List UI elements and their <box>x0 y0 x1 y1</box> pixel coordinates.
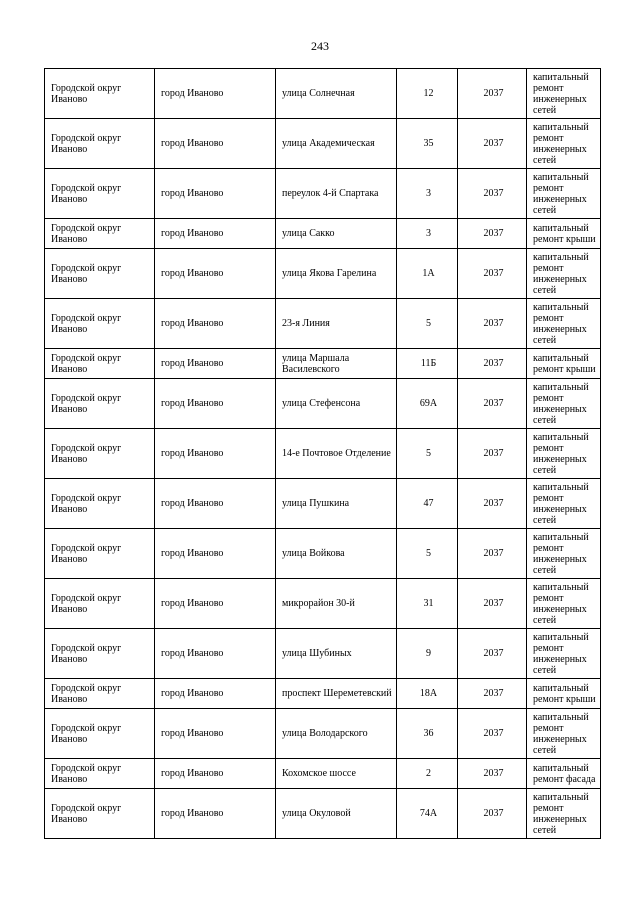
work-type-cell: капитальный ремонт инженерных сетей <box>527 579 601 629</box>
work-type-cell: капитальный ремонт инженерных сетей <box>527 379 601 429</box>
street-cell: 23-я Линия <box>276 299 397 349</box>
municipality-cell: Городской округ Иваново <box>45 299 155 349</box>
year-cell: 2037 <box>458 299 527 349</box>
street-cell: улица Сакко <box>276 219 397 249</box>
settlement-cell: город Иваново <box>155 69 276 119</box>
work-type-cell: капитальный ремонт инженерных сетей <box>527 789 601 839</box>
street-cell: улица Маршала Василевского <box>276 349 397 379</box>
street-cell: улица Солнечная <box>276 69 397 119</box>
year-cell: 2037 <box>458 219 527 249</box>
year-cell: 2037 <box>458 789 527 839</box>
settlement-cell: город Иваново <box>155 169 276 219</box>
house-number-cell: 3 <box>397 219 458 249</box>
street-cell: улица Окуловой <box>276 789 397 839</box>
year-cell: 2037 <box>458 679 527 709</box>
settlement-cell: город Иваново <box>155 789 276 839</box>
year-cell: 2037 <box>458 429 527 479</box>
work-type-cell: капитальный ремонт инженерных сетей <box>527 69 601 119</box>
table-body <box>45 69 601 839</box>
settlement-cell: город Иваново <box>155 119 276 169</box>
house-number-cell: 2 <box>397 759 458 789</box>
house-number-cell: 47 <box>397 479 458 529</box>
municipality-cell: Городской округ Иваново <box>45 349 155 379</box>
house-number-cell: 31 <box>397 579 458 629</box>
house-number-cell: 18А <box>397 679 458 709</box>
table-row <box>45 759 601 789</box>
year-cell: 2037 <box>458 529 527 579</box>
house-number-cell: 5 <box>397 429 458 479</box>
table-row <box>45 429 601 479</box>
work-type-cell: капитальный ремонт инженерных сетей <box>527 529 601 579</box>
year-cell: 2037 <box>458 759 527 789</box>
municipality-cell: Городской округ Иваново <box>45 249 155 299</box>
year-cell: 2037 <box>458 69 527 119</box>
house-number-cell: 74А <box>397 789 458 839</box>
municipality-cell: Городской округ Иваново <box>45 789 155 839</box>
year-cell: 2037 <box>458 169 527 219</box>
municipality-cell: Городской округ Иваново <box>45 679 155 709</box>
municipality-cell: Городской округ Иваново <box>45 759 155 789</box>
work-type-cell: капитальный ремонт инженерных сетей <box>527 249 601 299</box>
street-cell: Кохомское шоссе <box>276 759 397 789</box>
house-number-cell: 1А <box>397 249 458 299</box>
table-row <box>45 119 601 169</box>
house-number-cell: 9 <box>397 629 458 679</box>
table-row <box>45 789 601 839</box>
table-row <box>45 249 601 299</box>
settlement-cell: город Иваново <box>155 679 276 709</box>
work-type-cell: капитальный ремонт инженерных сетей <box>527 299 601 349</box>
table-row <box>45 219 601 249</box>
house-number-cell: 12 <box>397 69 458 119</box>
municipality-cell: Городской округ Иваново <box>45 119 155 169</box>
table-row <box>45 679 601 709</box>
table-row <box>45 709 601 759</box>
housing-repair-table <box>44 68 601 839</box>
street-cell: улица Академическая <box>276 119 397 169</box>
settlement-cell: город Иваново <box>155 629 276 679</box>
street-cell: улица Володарского <box>276 709 397 759</box>
municipality-cell: Городской округ Иваново <box>45 629 155 679</box>
house-number-cell: 5 <box>397 299 458 349</box>
house-number-cell: 5 <box>397 529 458 579</box>
table-row <box>45 299 601 349</box>
work-type-cell: капитальный ремонт фасада <box>527 759 601 789</box>
work-type-cell: капитальный ремонт инженерных сетей <box>527 429 601 479</box>
municipality-cell: Городской округ Иваново <box>45 479 155 529</box>
house-number-cell: 3 <box>397 169 458 219</box>
table-row <box>45 349 601 379</box>
work-type-cell: капитальный ремонт инженерных сетей <box>527 119 601 169</box>
settlement-cell: город Иваново <box>155 429 276 479</box>
work-type-cell: капитальный ремонт инженерных сетей <box>527 479 601 529</box>
house-number-cell: 69А <box>397 379 458 429</box>
table-row <box>45 479 601 529</box>
house-number-cell: 11Б <box>397 349 458 379</box>
year-cell: 2037 <box>458 709 527 759</box>
municipality-cell: Городской округ Иваново <box>45 429 155 479</box>
street-cell: улица Войкова <box>276 529 397 579</box>
work-type-cell: капитальный ремонт инженерных сетей <box>527 169 601 219</box>
street-cell: 14-е Почтовое Отделение <box>276 429 397 479</box>
table-row <box>45 529 601 579</box>
settlement-cell: город Иваново <box>155 349 276 379</box>
settlement-cell: город Иваново <box>155 579 276 629</box>
house-number-cell: 35 <box>397 119 458 169</box>
year-cell: 2037 <box>458 479 527 529</box>
year-cell: 2037 <box>458 579 527 629</box>
street-cell: улица Якова Гарелина <box>276 249 397 299</box>
municipality-cell: Городской округ Иваново <box>45 579 155 629</box>
work-type-cell: капитальный ремонт инженерных сетей <box>527 709 601 759</box>
table-row <box>45 169 601 219</box>
table-row <box>45 69 601 119</box>
street-cell: улица Пушкина <box>276 479 397 529</box>
year-cell: 2037 <box>458 379 527 429</box>
table-row <box>45 379 601 429</box>
street-cell: улица Стефенсона <box>276 379 397 429</box>
settlement-cell: город Иваново <box>155 379 276 429</box>
street-cell: улица Шубиных <box>276 629 397 679</box>
municipality-cell: Городской округ Иваново <box>45 69 155 119</box>
work-type-cell: капитальный ремонт крыши <box>527 219 601 249</box>
house-number-cell: 36 <box>397 709 458 759</box>
page-number: 243 <box>311 39 329 53</box>
settlement-cell: город Иваново <box>155 299 276 349</box>
work-type-cell: капитальный ремонт крыши <box>527 679 601 709</box>
year-cell: 2037 <box>458 249 527 299</box>
settlement-cell: город Иваново <box>155 249 276 299</box>
settlement-cell: город Иваново <box>155 759 276 789</box>
street-cell: проспект Шереметевский <box>276 679 397 709</box>
year-cell: 2037 <box>458 349 527 379</box>
year-cell: 2037 <box>458 119 527 169</box>
table-row <box>45 579 601 629</box>
year-cell: 2037 <box>458 629 527 679</box>
municipality-cell: Городской округ Иваново <box>45 169 155 219</box>
work-type-cell: капитальный ремонт крыши <box>527 349 601 379</box>
work-type-cell: капитальный ремонт инженерных сетей <box>527 629 601 679</box>
municipality-cell: Городской округ Иваново <box>45 219 155 249</box>
settlement-cell: город Иваново <box>155 219 276 249</box>
street-cell: микрорайон 30-й <box>276 579 397 629</box>
municipality-cell: Городской округ Иваново <box>45 709 155 759</box>
settlement-cell: город Иваново <box>155 479 276 529</box>
street-cell: переулок 4-й Спартака <box>276 169 397 219</box>
municipality-cell: Городской округ Иваново <box>45 529 155 579</box>
settlement-cell: город Иваново <box>155 529 276 579</box>
municipality-cell: Городской округ Иваново <box>45 379 155 429</box>
settlement-cell: город Иваново <box>155 709 276 759</box>
table-row <box>45 629 601 679</box>
